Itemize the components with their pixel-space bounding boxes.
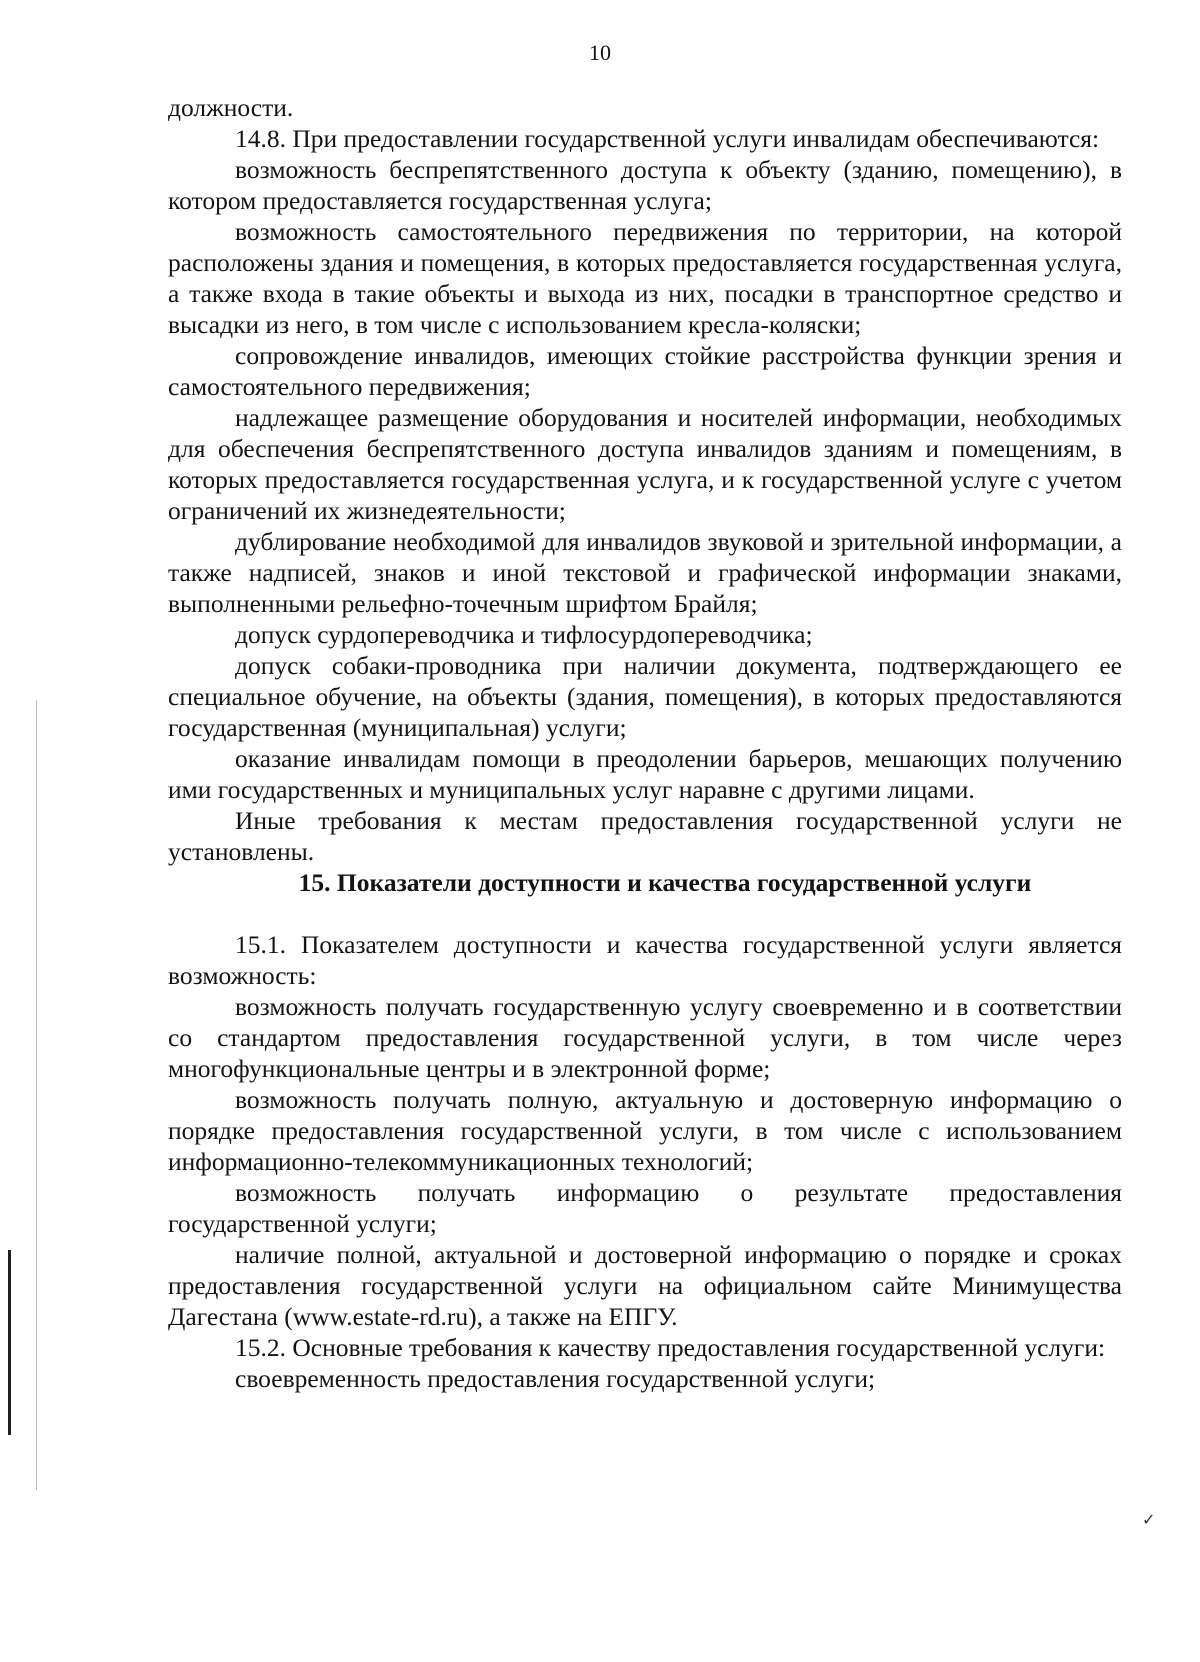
paragraph: возможность беспрепятственного доступа к объекту (зданию, помещению), в котором предоставляется государственная услуга; bbox=[168, 155, 1122, 215]
scan-edge-bar bbox=[8, 1250, 11, 1435]
paragraph: оказание инвалидам помощи в преодолении барьеров, мешающих получению ими государственных и муниципальных услуг наравне с другими лицами. bbox=[168, 744, 1122, 804]
paragraph-14-8: 14.8. При предоставлении государственной услуги инвалидам обеспечиваются: bbox=[235, 124, 1100, 153]
scan-tick-mark: ✓ bbox=[1142, 1512, 1156, 1529]
page-number: 10 bbox=[589, 40, 611, 65]
paragraph: наличие полной, актуальной и достоверной информацию о порядке и сроках предоставления государственной услуги на официальном сайте Минимущества Дагестана (www.estate-rd.ru), а также на ЕПГУ. bbox=[168, 1240, 1122, 1331]
paragraph: возможность самостоятельного передвижения по территории, на которой расположены здания и помещения, в которых предоставляется государственная услуга, а также входа в такие объекты и выхода из них, посадки в транспортное средство и высадки из него, в том числе с использованием кресла-коляски; bbox=[168, 217, 1122, 339]
paragraph-15-2: 15.2. Основные требования к качеству предоставления государственной услуги: bbox=[235, 1333, 1106, 1362]
paragraph: сопровождение инвалидов, имеющих стойкие расстройства функции зрения и самостоятельного передвижения; bbox=[168, 341, 1122, 401]
paragraph: возможность получать полную, актуальную и достоверную информацию о порядке предоставления государственной услуги, в том числе с использованием информационно-телекоммуникационных технологий; bbox=[168, 1085, 1122, 1176]
paragraph: допуск собаки-проводника при наличии документа, подтверждающего ее специальное обучение, на объекты (здания, помещения), в которых предоставляются государственная (муниципальная) услуги; bbox=[168, 651, 1122, 742]
paragraph: дублирование необходимой для инвалидов звуковой и зрительной информации, а также надписей, знаков и иной текстовой и графической информации знаками, выполненными рельефно-точечным шрифтом Брайля; bbox=[168, 527, 1122, 618]
section-heading: 15. Показатели доступности и качества государственной услуги bbox=[298, 868, 1032, 897]
scan-edge-line bbox=[36, 700, 37, 1490]
paragraph-15-1: 15.1. Показателем доступности и качества государственной услуги является возможность: bbox=[168, 930, 1122, 990]
document-body bbox=[168, 92, 1122, 1394]
paragraph: надлежащее размещение оборудования и носителей информации, необходимых для обеспечения беспрепятственного доступа инвалидов зданиям и помещениям, в которых предоставляется государственная услуга, и к государственной услуге с учетом ограничений их жизнедеятельности; bbox=[168, 403, 1122, 525]
paragraph: Иные требования к местам предоставления государственной услуги не установлены. bbox=[168, 806, 1122, 866]
paragraph: своевременность предоставления государственной услуги; bbox=[235, 1364, 876, 1393]
paragraph-continuation: должности. bbox=[168, 93, 294, 122]
paragraph: допуск сурдопереводчика и тифлосурдопереводчика; bbox=[235, 620, 813, 649]
paragraph: возможность получать информацию о результате предоставления государственной услуги; bbox=[168, 1178, 1122, 1238]
paragraph: возможность получать государственную услугу своевременно и в соответствии со стандартом предоставления государственной услуги, в том числе через многофункциональные центры и в электронной форме; bbox=[168, 992, 1122, 1083]
